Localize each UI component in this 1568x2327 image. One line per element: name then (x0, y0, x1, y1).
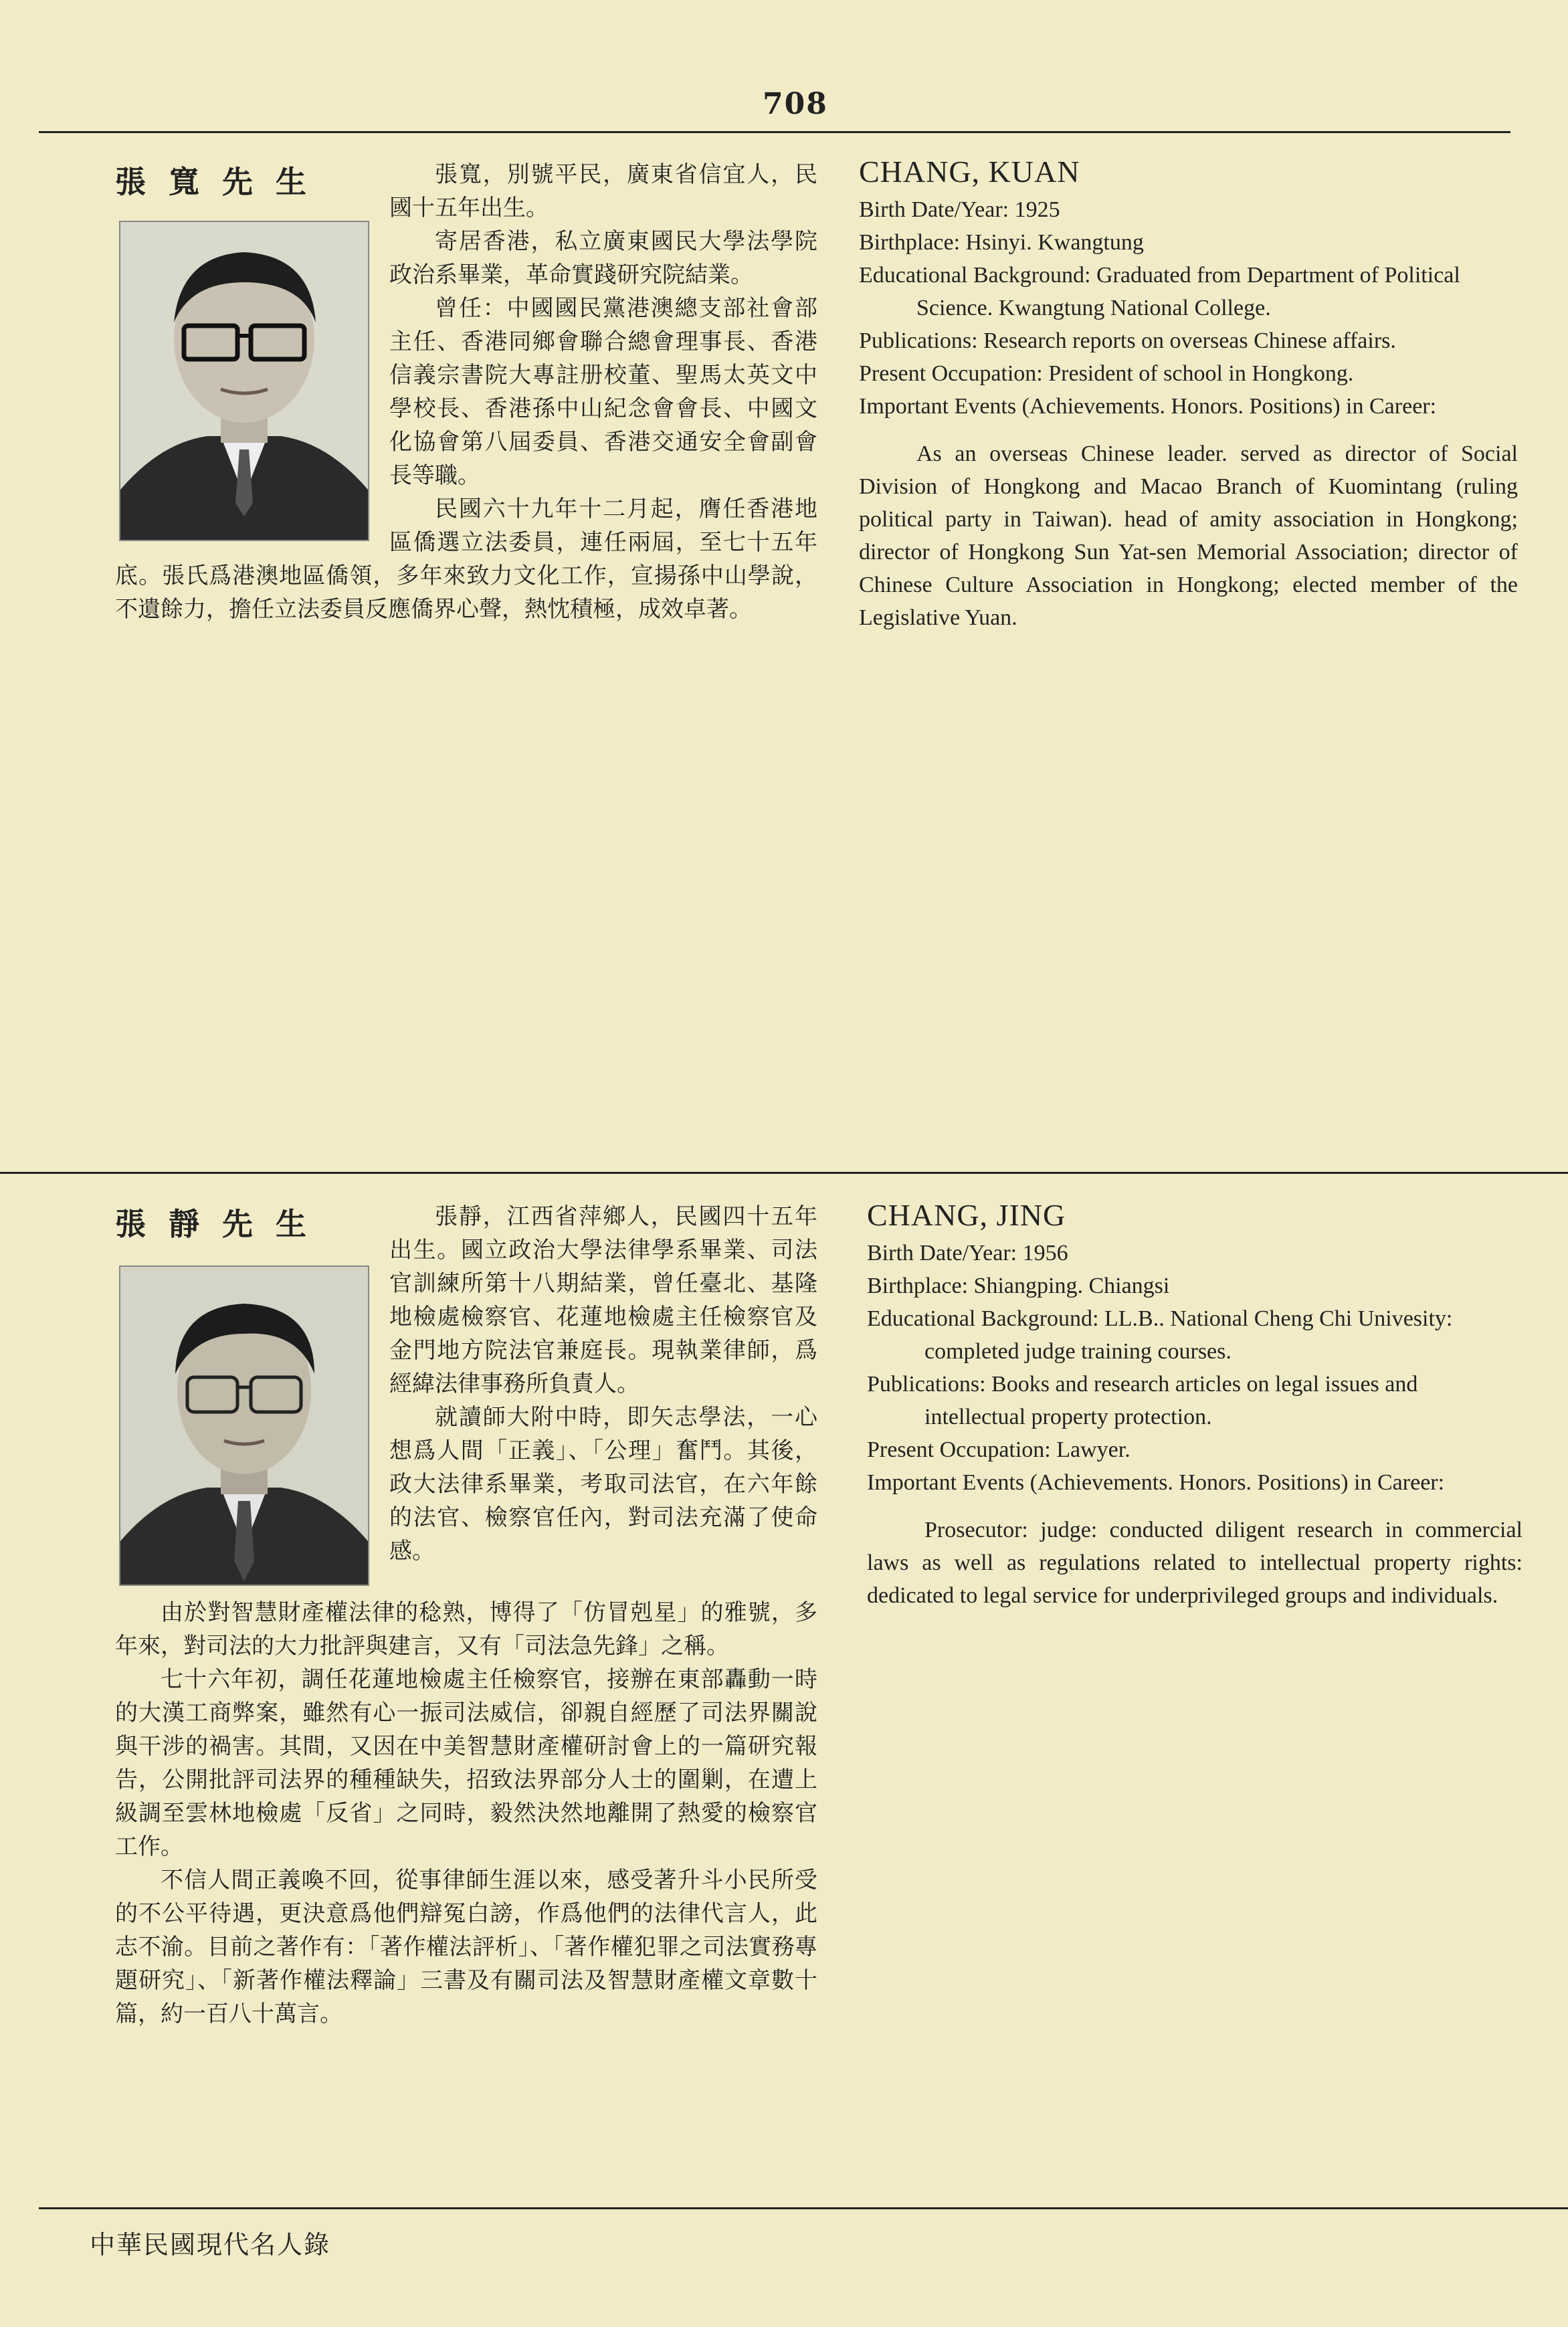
entry-name-zh: 張寬先生 (115, 164, 329, 200)
birth-date: Birth Date/Year: 1956 (867, 1241, 1068, 1266)
biography-zh (115, 158, 817, 626)
paragraph: 不信人間正義喚不回，從事律師生涯以來，感受著升斗小民所受的不公平待遇，更決意爲他們辯冤白謗，作爲他們的法律代言人，此志不渝。目前之著作有：「著作權法評析」、「著作權犯罪之司法實務專題研究」、「新著作權法釋論」三書及有關司法及智慧財產權文章數十篇，約一百八十萬言。 (115, 1867, 817, 2027)
birth-date: Birth Date/Year: 1925 (859, 197, 1060, 222)
education: Educational Background: Graduated from Department of Political Science. Kwangtung National College. (859, 263, 1460, 320)
birthplace: Birthplace: Hsinyi. Kwangtung (859, 230, 1144, 255)
paragraph: 由於對智慧財產權法律的稔熟，博得了「仿冒剋星」的雅號，多年來，對司法的大力批評與建言，又有「司法急先鋒」之稱。 (115, 1599, 817, 1659)
paragraph: 就讀師大附中時，即矢志學法，一心想爲人間「正義」、「公理」奮鬥。其後，政大法律系畢業，考取司法官，在六年餘的法官、檢察官任內，對司法充滿了使命感。 (389, 1404, 817, 1564)
biography-en (867, 1197, 1523, 1612)
publications: Publications: Research reports on overseas Chinese affairs. (859, 328, 1396, 353)
paragraph: 張靜，江西省萍鄉人，民國四十五年出生。國立政治大學法律學系畢業、司法官訓練所第十八期結業，曾任臺北、基隆地檢處檢察官、花蓮地檢處主任檢察官及金門地方院法官兼庭長。現執業律師，爲經緯法律事務所負責人。 (389, 1203, 817, 1397)
bottom-rule (39, 2207, 1568, 2209)
paragraph: 寄居香港，私立廣東國民大學法學院政治系畢業，革命實踐研究院結業。 (389, 228, 817, 288)
paragraph: 民國六十九年十二月起，膺任香港地區僑選立法委員，連任兩屆，至七十五年底。張氏爲港澳地區僑領，多年來致力文化工作，宣揚孫中山學說，不遺餘力，擔任立法委員反應僑界心聲，熱忱積極，成效卓著。 (115, 496, 817, 623)
birthplace: Birthplace: Shiangping. Chiangsi (867, 1274, 1170, 1298)
events-text: As an overseas Chinese leader. served as director of Social Division of Hongkong and Macao Branch of Kuomintang (ruling political party in Taiwan). head of amity association in Hongkong; director of Hongkong Sun Yat-sen Memorial Association; director of Chinese Culture Association in Hongkong; elected member of the Legislative Yuan. (859, 441, 1518, 630)
paragraph: 張寬，別號平民，廣東省信宜人，民國十五年出生。 (389, 161, 817, 221)
events-heading: Important Events (Achievements. Honors. Positions) in Career: (867, 1470, 1445, 1495)
publications: Publications: Books and research articles on legal issues and intellectual property protection. (867, 1372, 1418, 1429)
biography-zh (115, 1200, 817, 2031)
paragraph: 七十六年初，調任花蓮地檢處主任檢察官，接辦在東部轟動一時的大漢工商弊案，雖然有心一振司法威信，卻親自經歷了司法界關說與干涉的禍害。其間，又因在中美智慧財產權研討會上的一篇研究報告，公開批評司法界的種種缺失，招致法界部分人士的圍剿，在遭上級調至雲林地檢處「反省」之同時，毅然決然地離開了熱愛的檢察官工作。 (115, 1666, 817, 1860)
entry-name-en: CHANG, KUAN (859, 155, 1080, 189)
events-heading: Important Events (Achievements. Honors. Positions) in Career: (859, 394, 1437, 419)
entry-name-zh: 張靜先生 (115, 1206, 329, 1242)
paragraph: 曾任：中國國民黨港澳總支部社會部主任、香港同鄉會聯合總會理事長、香港信義宗書院大專註册校董、聖馬太英文中學校長、香港孫中山紀念會會長、中國文化協會第八屆委員、香港交通安全會副會長等職。 (389, 295, 817, 489)
top-rule (39, 131, 1510, 133)
middle-rule (0, 1172, 1568, 1174)
entry-name-en: CHANG, JING (867, 1198, 1066, 1232)
education: Educational Background: LL.B.. National Cheng Chi Univesity: completed judge training courses. (867, 1306, 1453, 1364)
footer-title: 中華民國現代名人錄 (90, 2230, 331, 2259)
events-text: Prosecutor: judge: conducted diligent research in commercial laws as well as regulations related to intellectual property rights: dedicated to legal service for underprivileged groups and individuals. (867, 1518, 1523, 1608)
page-number: 708 (763, 87, 828, 121)
occupation: Present Occupation: President of school in Hongkong. (859, 361, 1354, 386)
occupation: Present Occupation: Lawyer. (867, 1437, 1131, 1462)
biography-en (859, 154, 1518, 634)
